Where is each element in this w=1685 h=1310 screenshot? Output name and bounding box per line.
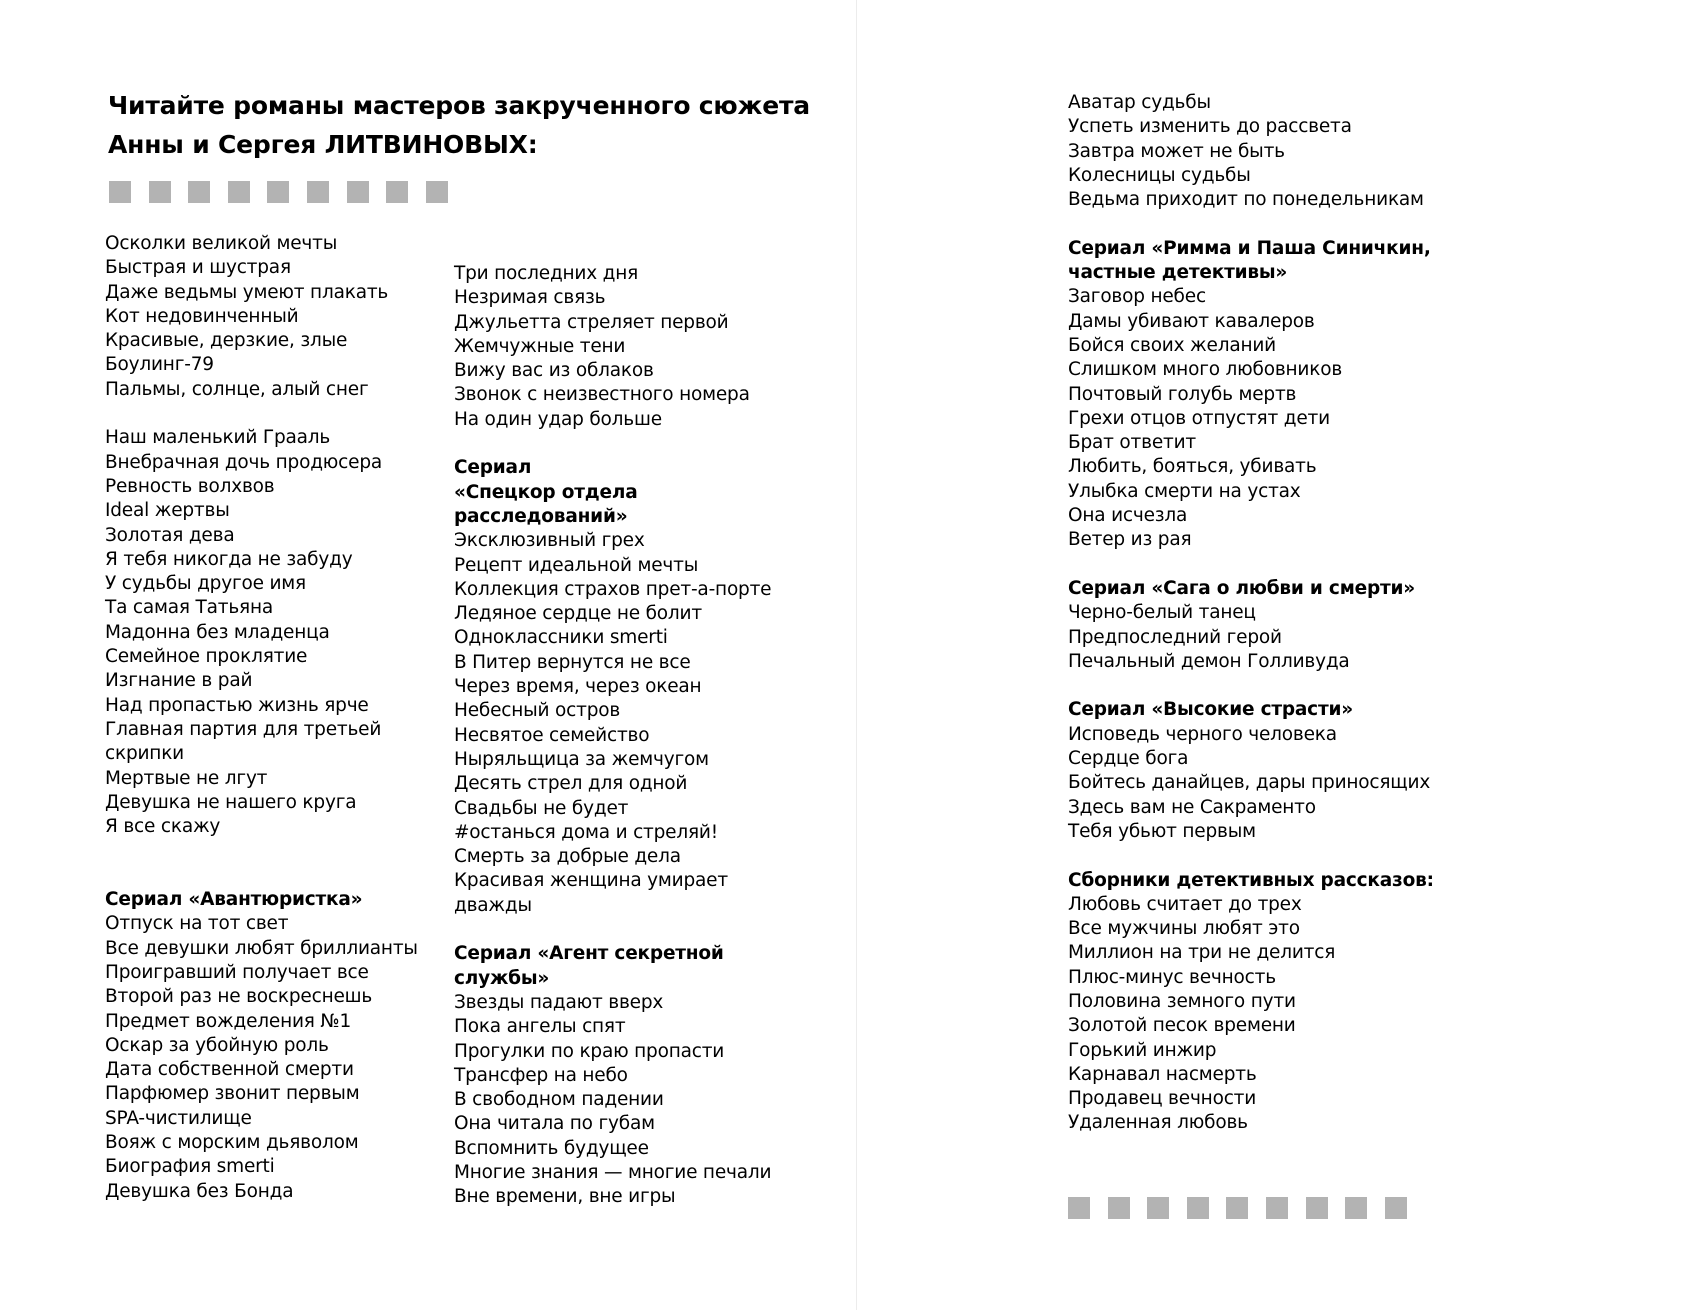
book-title: Мадонна без младенца bbox=[105, 621, 330, 643]
book-title: SPA-чистилище bbox=[105, 1107, 252, 1129]
book-title: Красивая женщина умирает bbox=[454, 870, 728, 892]
book-list bbox=[1068, 601, 1448, 674]
book-list bbox=[1068, 723, 1448, 844]
book-title: Завтра может не быть bbox=[1068, 140, 1285, 162]
book-title: Отпуск на тот свет bbox=[105, 913, 289, 935]
book-title: Здесь вам не Сакраменто bbox=[1068, 796, 1316, 818]
book-title: Бойся своих желаний bbox=[1068, 334, 1277, 356]
book-title: Через время, через океан bbox=[454, 676, 702, 698]
decorative-square bbox=[426, 181, 448, 203]
series-title: Сериал «Сага о любви и смерти» bbox=[1068, 577, 1416, 599]
decorative-squares-top bbox=[109, 181, 469, 203]
book-title: Ideal жертвы bbox=[105, 500, 230, 522]
book-title: Многие знания — многие печали bbox=[454, 1161, 772, 1183]
book-list bbox=[1068, 285, 1448, 552]
book-title: Золотая дева bbox=[105, 524, 235, 546]
book-title: Золотой песок времени bbox=[1068, 1015, 1296, 1037]
book-title: Предпоследний герой bbox=[1068, 626, 1282, 648]
book-list bbox=[105, 912, 445, 1204]
book-title: Она читала по губам bbox=[454, 1113, 655, 1135]
book-group-avantyuristka bbox=[105, 888, 445, 1204]
book-title: Улыбка смерти на устах bbox=[1068, 480, 1301, 502]
page-heading bbox=[108, 86, 828, 164]
book-list bbox=[454, 529, 814, 918]
book-title: Внебрачная дочь продюсера bbox=[105, 451, 383, 473]
book-list bbox=[1068, 893, 1448, 1136]
book-title: Изгнание в рай bbox=[105, 670, 253, 692]
series-title: Сборники детективных рассказов: bbox=[1068, 869, 1434, 891]
decorative-square bbox=[1266, 1197, 1288, 1219]
book-title: Несвятое семейство bbox=[454, 724, 650, 746]
book-title: Та самая Татьяна bbox=[105, 597, 274, 619]
book-title: Кот недовинченный bbox=[105, 305, 299, 327]
book-title: Вне времени, вне игры bbox=[454, 1186, 676, 1208]
book-title: Карнавал насмерть bbox=[1068, 1063, 1257, 1085]
book-title: Жемчужные тени bbox=[454, 335, 626, 357]
book-title: Дамы убивают кавалеров bbox=[1068, 310, 1315, 332]
decorative-square bbox=[228, 181, 250, 203]
series-title-line: Сериал «Римма и Паша Синичкин, bbox=[1068, 237, 1431, 259]
book-title: Миллион на три не делится bbox=[1068, 942, 1336, 964]
heading-line-1: Читайте романы мастеров закрученного сюжета bbox=[108, 91, 810, 120]
book-title: Смерть за добрые дела bbox=[454, 846, 681, 868]
book-list bbox=[1068, 91, 1448, 212]
book-title: Звонок с неизвестного номера bbox=[454, 384, 750, 406]
book-title: На один удар больше bbox=[454, 408, 662, 430]
book-title: Сердце бога bbox=[1068, 748, 1189, 770]
book-title: Эксклюзивный грех bbox=[454, 530, 645, 552]
decorative-square bbox=[1147, 1197, 1169, 1219]
book-title: Половина земного пути bbox=[1068, 990, 1296, 1012]
book-group-spetskor bbox=[454, 456, 814, 918]
series-title-line: частные детективы» bbox=[1068, 262, 1288, 284]
book-title: Красивые, дерзкие, злые bbox=[105, 330, 348, 352]
decorative-square bbox=[1226, 1197, 1248, 1219]
book-title: Трансфер на небо bbox=[454, 1064, 628, 1086]
book-title: Незримая связь bbox=[454, 287, 606, 309]
decorative-square bbox=[386, 181, 408, 203]
book-title: Брат ответит bbox=[1068, 432, 1196, 454]
book-title: Горький инжир bbox=[1068, 1039, 1217, 1061]
book-title: Я все скажу bbox=[105, 816, 221, 838]
series-title-line: Сериал bbox=[454, 457, 532, 479]
decorative-square bbox=[188, 181, 210, 203]
book-title: Рецепт идеальной мечты bbox=[454, 554, 699, 576]
decorative-square bbox=[307, 181, 329, 203]
book-title: Боулинг-79 bbox=[105, 354, 214, 376]
book-group-standalone-4 bbox=[1068, 91, 1448, 212]
book-title: Проигравший получает все bbox=[105, 961, 369, 983]
book-title: Три последних дня bbox=[454, 263, 639, 284]
book-group-standalone-2 bbox=[105, 426, 445, 839]
book-title: Предмет вожделения №1 bbox=[105, 1010, 352, 1032]
book-title: Любить, бояться, убивать bbox=[1068, 456, 1317, 478]
book-list bbox=[105, 426, 445, 839]
book-title: Любовь считает до трех bbox=[1068, 893, 1302, 915]
book-title: Тебя убьют первым bbox=[1068, 820, 1256, 842]
book-title: Над пропастью жизнь ярче bbox=[105, 694, 369, 716]
book-title: Одноклассники smerti bbox=[454, 627, 668, 649]
book-title: скрипки bbox=[105, 743, 185, 765]
series-title-line: «Спецкор отдела bbox=[454, 481, 638, 503]
book-title: Вояж с морским дьяволом bbox=[105, 1131, 359, 1153]
book-title: Ветер из рая bbox=[1068, 529, 1192, 551]
book-title: Быстрая и шустрая bbox=[105, 257, 291, 279]
book-title: Небесный остров bbox=[454, 700, 621, 722]
book-group-saga bbox=[1068, 577, 1448, 674]
series-title: Сериал «Авантюристка» bbox=[105, 889, 363, 911]
book-title: Она исчезла bbox=[1068, 505, 1188, 527]
book-title: Биография smerti bbox=[105, 1156, 275, 1178]
book-title: Свадьбы не будет bbox=[454, 797, 629, 819]
book-title: Дата собственной смерти bbox=[105, 1059, 354, 1081]
book-list-column-1 bbox=[105, 232, 445, 1204]
book-title: Семейное проклятие bbox=[105, 646, 308, 668]
book-title: Ревность волхвов bbox=[105, 475, 275, 497]
decorative-square bbox=[1068, 1197, 1090, 1219]
decorative-square bbox=[109, 181, 131, 203]
book-title: Пальмы, солнце, алый снег bbox=[105, 378, 369, 400]
book-title: Парфюмер звонит первым bbox=[105, 1083, 360, 1105]
book-group-sinichkin bbox=[1068, 237, 1448, 553]
decorative-square bbox=[1385, 1197, 1407, 1219]
book-title: Все девушки любят бриллианты bbox=[105, 937, 418, 959]
book-title: Плюс-минус вечность bbox=[1068, 966, 1276, 988]
book-group-standalone-3 bbox=[454, 262, 814, 432]
book-title: Ледяное сердце не болит bbox=[454, 603, 702, 625]
book-title: Главная партия для третьей bbox=[105, 718, 382, 740]
book-title: Даже ведьмы умеют плакать bbox=[105, 281, 389, 303]
decorative-square bbox=[267, 181, 289, 203]
book-title: дважды bbox=[454, 894, 532, 916]
series-title: Сериал «Высокие страсти» bbox=[1068, 699, 1353, 721]
book-title: Продавец вечности bbox=[1068, 1088, 1257, 1110]
book-title: Второй раз не воскреснешь bbox=[105, 986, 373, 1008]
book-title: Черно-белый танец bbox=[1068, 602, 1256, 624]
book-title: Оскар за убойную роль bbox=[105, 1034, 329, 1056]
book-title: Колесницы судьбы bbox=[1068, 164, 1251, 186]
series-title-line: Сериал «Агент секретной bbox=[454, 943, 724, 965]
book-title: Все мужчины любят это bbox=[1068, 918, 1300, 940]
book-list bbox=[454, 991, 814, 1210]
book-group-agent bbox=[454, 942, 814, 1209]
decorative-square bbox=[1345, 1197, 1367, 1219]
book-title: Десять стрел для одной bbox=[454, 773, 688, 795]
book-title: Девушка не нашего круга bbox=[105, 791, 357, 813]
decorative-squares-bottom bbox=[1068, 1197, 1428, 1219]
book-title: Джульетта стреляет первой bbox=[454, 311, 729, 333]
heading-line-2: Анны и Сергея ЛИТВИНОВЫХ: bbox=[108, 130, 538, 159]
book-group-standalone-1 bbox=[105, 232, 445, 402]
book-title: Аватар судьбы bbox=[1068, 92, 1211, 113]
book-group-vysokie-strasti bbox=[1068, 698, 1448, 844]
series-title-line: расследований» bbox=[454, 505, 628, 527]
book-title: Девушка без Бонда bbox=[105, 1180, 294, 1202]
book-title: В Питер вернутся не все bbox=[454, 651, 691, 673]
book-title: Грехи отцов отпустят дети bbox=[1068, 407, 1330, 429]
decorative-square bbox=[1187, 1197, 1209, 1219]
book-title: Вспомнить будущее bbox=[454, 1137, 649, 1159]
book-title: Бойтесь данайцев, дары приносящих bbox=[1068, 772, 1431, 794]
book-title: #останься дома и стреляй! bbox=[454, 821, 718, 843]
book-title: Я тебя никогда не забуду bbox=[105, 548, 353, 570]
book-title: Ведьма приходит по понедельникам bbox=[1068, 189, 1424, 211]
book-title: В свободном падении bbox=[454, 1089, 664, 1111]
decorative-square bbox=[347, 181, 369, 203]
decorative-square bbox=[1306, 1197, 1328, 1219]
decorative-square bbox=[1108, 1197, 1130, 1219]
book-title: Осколки великой мечты bbox=[105, 233, 338, 254]
book-title: Заговор небес bbox=[1068, 286, 1206, 308]
book-list bbox=[105, 232, 445, 402]
book-list bbox=[454, 262, 814, 432]
book-title: Слишком много любовников bbox=[1068, 359, 1343, 381]
book-title: Ныряльщица за жемчугом bbox=[454, 748, 709, 770]
book-title: Коллекция страхов прет-а-порте bbox=[454, 578, 772, 600]
book-title: Вижу вас из облаков bbox=[454, 360, 654, 382]
book-title: Наш маленький Грааль bbox=[105, 427, 331, 449]
book-list-column-3 bbox=[1068, 91, 1448, 1136]
book-title: Удаленная любовь bbox=[1068, 1112, 1248, 1134]
book-list-column-2 bbox=[454, 262, 814, 1210]
book-title: Пока ангелы спят bbox=[454, 1016, 626, 1038]
book-title: Почтовый голубь мертв bbox=[1068, 383, 1297, 405]
book-title: Прогулки по краю пропасти bbox=[454, 1040, 725, 1062]
book-title: Печальный демон Голливуда bbox=[1068, 650, 1350, 672]
book-title: Успеть изменить до рассвета bbox=[1068, 116, 1352, 138]
book-title: Звезды падают вверх bbox=[454, 991, 664, 1013]
series-title-line: службы» bbox=[454, 967, 550, 989]
book-title: Исповедь черного человека bbox=[1068, 723, 1337, 745]
decorative-square bbox=[149, 181, 171, 203]
book-group-short-stories bbox=[1068, 869, 1448, 1136]
book-title: У судьбы другое имя bbox=[105, 573, 306, 595]
book-title: Мертвые не лгут bbox=[105, 767, 268, 789]
